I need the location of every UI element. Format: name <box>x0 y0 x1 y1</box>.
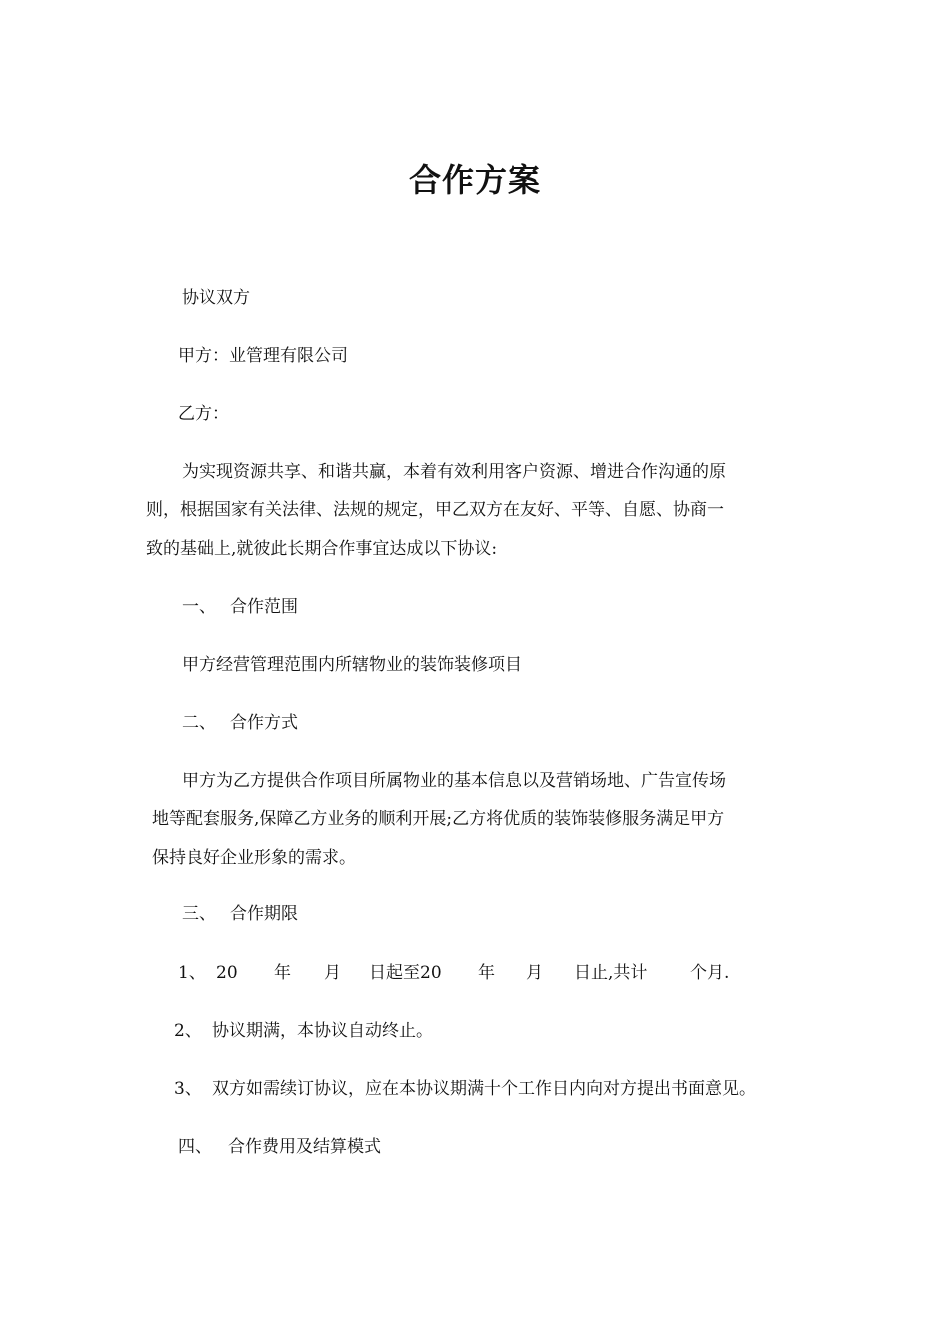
section-2-line-3: 保持良好企业形象的需求。 <box>152 848 356 868</box>
section-4-title: 合作费用及结算模式 <box>228 1137 381 1157</box>
term-start-year-prefix: 20 <box>216 963 238 983</box>
term-item-3 <box>174 1077 756 1101</box>
section-4-heading <box>178 1135 381 1159</box>
section-3-number: 三、 <box>182 904 216 924</box>
parties-heading: 协议双方 <box>182 288 250 308</box>
term-end-year-label: 年 <box>478 963 495 983</box>
section-3-heading <box>182 902 298 926</box>
section-3-title: 合作期限 <box>230 904 298 924</box>
term-months-label: 个月. <box>690 963 730 983</box>
term-item-2-text: 协议期满，本协议自动终止。 <box>212 1021 433 1041</box>
section-2-heading <box>182 711 298 735</box>
term-item-1-number: 1、 <box>178 963 206 983</box>
section-1-number: 一、 <box>182 597 216 617</box>
document-title: 合作方案 <box>408 161 541 199</box>
term-item-3-number: 3、 <box>174 1079 202 1099</box>
section-1-heading <box>182 595 298 619</box>
section-2-line-2: 地等配套服务,保障乙方业务的顺利开展;乙方将优质的装饰装修服务满足甲方 <box>152 809 725 829</box>
term-item-3-text: 双方如需续订协议，应在本协议期满十个工作日内向对方提出书面意见。 <box>212 1079 756 1099</box>
term-end-year-prefix: 日起至20 <box>369 963 442 983</box>
intro-line-3: 致的基础上,就彼此长期合作事宜达成以下协议: <box>146 539 498 559</box>
section-2-title: 合作方式 <box>230 713 298 733</box>
party-b: 乙方： <box>178 404 229 424</box>
intro-line-2: 则，根据国家有关法律、法规的规定，甲乙双方在友好、平等、自愿、协商一 <box>146 500 724 520</box>
section-1-body: 甲方经营管理范围内所辖物业的装饰装修项目 <box>182 655 522 675</box>
section-4-number: 四、 <box>178 1137 212 1157</box>
section-1-title: 合作范围 <box>230 597 298 617</box>
term-item-2 <box>174 1019 433 1043</box>
party-a: 甲方：业管理有限公司 <box>178 346 348 366</box>
term-item-1 <box>178 961 729 985</box>
term-start-year-label: 年 <box>274 963 291 983</box>
intro-line-1: 为实现资源共享、和谐共赢，本着有效利用客户资源、增进合作沟通的原 <box>182 462 726 482</box>
term-end-month-label: 月 <box>526 963 543 983</box>
term-item-2-number: 2、 <box>174 1021 202 1041</box>
term-start-month-label: 月 <box>324 963 341 983</box>
section-2-number: 二、 <box>182 713 216 733</box>
term-total-label: 日止,共计 <box>574 963 648 983</box>
section-2-line-1: 甲方为乙方提供合作项目所属物业的基本信息以及营销场地、广告宣传场 <box>182 771 726 791</box>
